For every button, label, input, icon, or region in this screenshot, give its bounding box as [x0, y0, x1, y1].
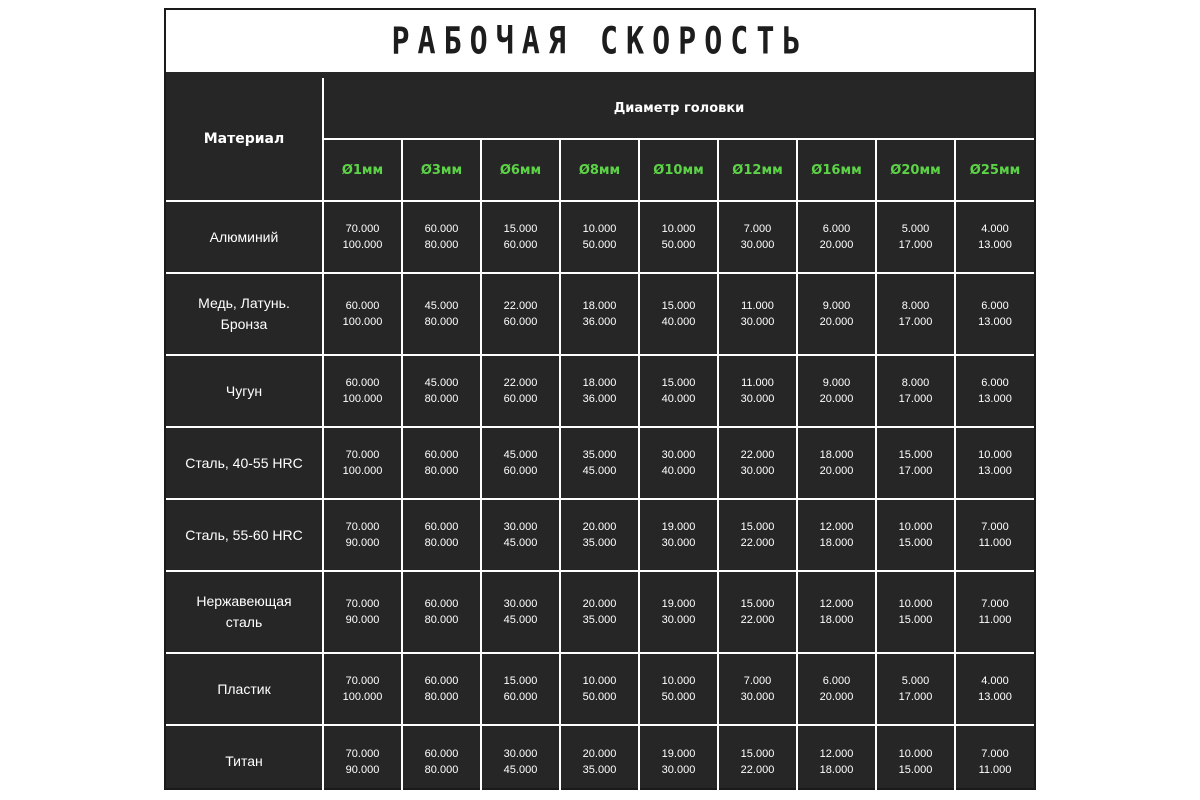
speed-cell: [718, 427, 797, 499]
table-body: [166, 201, 1034, 797]
diameter-header: Ø16мм: [797, 139, 876, 201]
speed-min: 10.000: [898, 598, 933, 610]
speed-min: 7.000: [981, 598, 1009, 610]
speed-max: 35.000: [582, 537, 617, 549]
speed-max: 20.000: [819, 691, 854, 703]
speed-cell: [323, 427, 402, 499]
material-cell: [166, 273, 323, 355]
speed-cell: [876, 499, 955, 571]
speed-cell: [955, 571, 1034, 653]
speed-min: 10.000: [898, 521, 933, 533]
speed-cell: [718, 355, 797, 427]
speed-cell: [955, 725, 1034, 797]
speed-cell: [876, 201, 955, 273]
speed-min: 7.000: [743, 675, 772, 687]
diameter-header: Ø25мм: [955, 139, 1034, 201]
speed-max: 50.000: [582, 239, 617, 251]
speed-max: 36.000: [582, 316, 617, 328]
speed-max: 35.000: [582, 614, 617, 626]
speed-min: 6.000: [822, 675, 851, 687]
speed-min: 15.000: [740, 598, 775, 610]
speed-min: 6.000: [981, 300, 1009, 312]
speed-max: 22.000: [740, 614, 775, 626]
speed-cell: [797, 653, 876, 725]
speed-min: 10.000: [978, 449, 1012, 461]
diameter-header: Ø20мм: [876, 139, 955, 201]
diameter-header: Ø1мм: [323, 139, 402, 201]
speed-max: 22.000: [740, 763, 775, 776]
speed-max: 11.000: [978, 614, 1012, 626]
speed-max: 45.000: [582, 465, 617, 477]
speed-max: 60.000: [503, 465, 538, 477]
speed-max: 30.000: [740, 239, 775, 251]
speed-cell: [402, 653, 481, 725]
speed-max: 30.000: [661, 537, 696, 549]
speed-max: 20.000: [819, 316, 854, 328]
speed-min: 45.000: [424, 300, 459, 312]
speed-cell: [639, 725, 718, 797]
material-label: Пластик: [217, 680, 271, 697]
speed-cell: [718, 499, 797, 571]
speed-max: 13.000: [978, 393, 1012, 405]
speed-cell: [560, 725, 639, 797]
speed-max: 100.000: [342, 393, 383, 405]
speed-cell: [481, 571, 560, 653]
speed-cell: [797, 571, 876, 653]
speed-cell: [323, 725, 402, 797]
speed-cell: [402, 273, 481, 355]
speed-max: 30.000: [740, 691, 775, 703]
speed-max: 35.000: [582, 763, 617, 776]
speed-min: 20.000: [582, 598, 617, 610]
speed-cell: [639, 201, 718, 273]
speed-cell: [560, 355, 639, 427]
speed-cell: [402, 571, 481, 653]
material-cell: [166, 355, 323, 427]
table-row: [166, 355, 1034, 427]
speed-max: 100.000: [342, 465, 383, 477]
speed-min: 4.000: [981, 675, 1009, 687]
speed-cell: [639, 273, 718, 355]
speed-max: 30.000: [740, 393, 775, 405]
speed-cell: [797, 201, 876, 273]
speed-min: 6.000: [822, 223, 851, 235]
speed-min: 11.000: [741, 300, 774, 312]
speed-max: 40.000: [661, 393, 696, 405]
speed-min: 15.000: [740, 521, 775, 533]
speed-cell: [876, 427, 955, 499]
material-label: Сталь, 55-60 HRC: [185, 526, 303, 543]
speed-max: 50.000: [661, 691, 696, 703]
speed-max: 17.000: [898, 316, 933, 328]
speed-min: 15.000: [661, 300, 696, 312]
speed-max: 15.000: [898, 614, 933, 626]
diameter-group-header: Диаметр головки: [323, 78, 1034, 139]
speed-min: 5.000: [901, 675, 930, 687]
speed-min: 9.000: [822, 377, 851, 389]
speed-min: 30.000: [661, 449, 696, 461]
speed-min: 22.000: [503, 300, 538, 312]
speed-chart-panel: [164, 8, 1036, 790]
material-label: Нержавеющая: [196, 593, 292, 609]
speed-min: 70.000: [345, 521, 380, 533]
speed-cell: [560, 273, 639, 355]
speed-cell: [876, 355, 955, 427]
diameter-header: Ø3мм: [402, 139, 481, 201]
speed-max: 36.000: [582, 393, 617, 405]
speed-min: 70.000: [345, 223, 380, 235]
speed-cell: [876, 273, 955, 355]
speed-cell: [481, 499, 560, 571]
speed-min: 70.000: [345, 598, 380, 610]
material-label: Чугун: [225, 382, 263, 399]
speed-min: 15.000: [503, 223, 538, 235]
speed-cell: [481, 355, 560, 427]
speed-cell: [560, 499, 639, 571]
speed-min: 60.000: [345, 377, 380, 389]
speed-min: 10.000: [661, 223, 696, 235]
speed-min: 7.000: [981, 747, 1009, 760]
speed-max: 18.000: [819, 537, 854, 549]
speed-min: 70.000: [345, 675, 380, 687]
speed-min: 10.000: [582, 223, 617, 235]
speed-min: 15.000: [740, 747, 775, 760]
speed-max: 40.000: [661, 465, 696, 477]
speed-min: 12.000: [819, 747, 854, 760]
speed-cell: [323, 201, 402, 273]
speed-max: 30.000: [740, 465, 775, 477]
speed-min: 10.000: [898, 747, 933, 760]
speed-max: 80.000: [424, 537, 459, 549]
speed-max: 22.000: [740, 537, 775, 549]
material-label: Титан: [225, 753, 263, 769]
speed-max: 11.000: [978, 763, 1012, 776]
material-cell: [166, 427, 323, 499]
speed-max: 100.000: [342, 316, 383, 328]
table-row: [166, 201, 1034, 273]
speed-cell: [481, 427, 560, 499]
speed-max: 17.000: [898, 691, 933, 703]
speed-cell: [955, 273, 1034, 355]
speed-max: 30.000: [661, 763, 696, 776]
speed-min: 12.000: [819, 598, 854, 610]
speed-cell: [639, 571, 718, 653]
speed-max: 18.000: [819, 763, 854, 776]
speed-cell: [560, 201, 639, 273]
material-label: Сталь, 40-55 HRC: [185, 454, 303, 471]
speed-cell: [323, 499, 402, 571]
speed-min: 30.000: [503, 598, 538, 610]
speed-min: 20.000: [582, 521, 617, 533]
speed-cell: [323, 273, 402, 355]
material-cell: [166, 201, 323, 273]
material-label: Медь, Латунь.: [198, 295, 290, 311]
speed-min: 60.000: [345, 300, 380, 312]
speed-max: 30.000: [661, 614, 696, 626]
speed-cell: [955, 427, 1034, 499]
table-row: [166, 427, 1034, 499]
speed-max: 80.000: [424, 691, 459, 703]
speed-max: 20.000: [819, 393, 854, 405]
material-cell: [166, 725, 323, 797]
speed-min: 60.000: [424, 675, 459, 687]
speed-cell: [797, 355, 876, 427]
speed-min: 45.000: [424, 377, 459, 389]
speed-min: 60.000: [424, 598, 459, 610]
speed-max: 15.000: [898, 763, 933, 776]
speed-cell: [797, 725, 876, 797]
speed-cell: [402, 201, 481, 273]
speed-cell: [323, 571, 402, 653]
speed-max: 100.000: [342, 691, 383, 703]
speed-min: 6.000: [981, 377, 1009, 389]
page-title: РАБОЧАЯ СКОРОСТЬ: [391, 19, 809, 63]
speed-cell: [797, 427, 876, 499]
speed-cell: [402, 427, 481, 499]
speed-max: 80.000: [424, 239, 459, 251]
speed-min: 60.000: [424, 449, 459, 461]
speed-max: 20.000: [819, 465, 854, 477]
table-row: [166, 273, 1034, 355]
material-cell: [166, 571, 323, 653]
title-bar: [166, 10, 1034, 72]
speed-cell: [639, 653, 718, 725]
speed-max: 80.000: [424, 393, 459, 405]
diameter-header: Ø6мм: [481, 139, 560, 201]
speed-cell: [402, 499, 481, 571]
speed-min: 70.000: [345, 747, 380, 760]
speed-min: 19.000: [661, 747, 696, 760]
speed-max: 80.000: [424, 316, 459, 328]
speed-max: 18.000: [819, 614, 854, 626]
speed-cell: [560, 427, 639, 499]
speed-cell: [402, 355, 481, 427]
speed-table: [166, 78, 1034, 797]
speed-max: 60.000: [503, 393, 538, 405]
speed-cell: [718, 725, 797, 797]
material-label: Алюминий: [209, 228, 279, 245]
speed-min: 60.000: [424, 747, 459, 760]
speed-min: 22.000: [503, 377, 538, 389]
speed-min: 45.000: [503, 449, 538, 461]
speed-cell: [718, 273, 797, 355]
speed-max: 45.000: [503, 537, 538, 549]
speed-cell: [639, 355, 718, 427]
speed-min: 15.000: [898, 449, 933, 461]
material-label: сталь: [225, 614, 263, 630]
speed-max: 80.000: [424, 465, 459, 477]
speed-cell: [481, 201, 560, 273]
speed-max: 60.000: [503, 316, 538, 328]
speed-max: 11.000: [978, 537, 1012, 549]
speed-max: 80.000: [424, 763, 459, 776]
speed-min: 15.000: [503, 675, 538, 687]
speed-cell: [402, 725, 481, 797]
material-header: Материал: [166, 78, 323, 201]
speed-min: 5.000: [901, 223, 930, 235]
speed-min: 8.000: [901, 300, 930, 312]
material-cell: [166, 499, 323, 571]
table-row: [166, 499, 1034, 571]
speed-min: 60.000: [424, 521, 459, 533]
speed-min: 20.000: [582, 747, 617, 760]
speed-max: 90.000: [345, 763, 380, 776]
speed-cell: [639, 499, 718, 571]
table-row: [166, 725, 1034, 797]
speed-max: 13.000: [978, 316, 1012, 328]
speed-max: 17.000: [898, 465, 933, 477]
speed-min: 18.000: [819, 449, 854, 461]
speed-cell: [876, 653, 955, 725]
speed-cell: [797, 273, 876, 355]
table-header-row: [166, 78, 1034, 139]
speed-max: 90.000: [345, 537, 380, 549]
speed-max: 17.000: [898, 239, 933, 251]
speed-max: 13.000: [978, 465, 1012, 477]
speed-max: 13.000: [978, 691, 1012, 703]
speed-min: 9.000: [822, 300, 851, 312]
speed-max: 13.000: [978, 239, 1012, 251]
diameter-header: Ø10мм: [639, 139, 718, 201]
speed-min: 60.000: [424, 223, 459, 235]
speed-cell: [876, 725, 955, 797]
speed-max: 80.000: [424, 614, 459, 626]
speed-cell: [639, 427, 718, 499]
speed-cell: [560, 653, 639, 725]
speed-cell: [481, 653, 560, 725]
diameter-header: Ø8мм: [560, 139, 639, 201]
speed-min: 19.000: [661, 598, 696, 610]
speed-min: 70.000: [345, 449, 380, 461]
speed-max: 60.000: [503, 691, 538, 703]
table-row: [166, 571, 1034, 653]
speed-cell: [955, 653, 1034, 725]
speed-min: 35.000: [582, 449, 617, 461]
speed-max: 40.000: [661, 316, 696, 328]
speed-max: 100.000: [342, 239, 383, 251]
speed-max: 30.000: [740, 316, 775, 328]
material-label: Бронза: [220, 316, 268, 332]
speed-cell: [876, 571, 955, 653]
speed-min: 11.000: [741, 377, 774, 389]
speed-cell: [718, 653, 797, 725]
speed-max: 15.000: [898, 537, 933, 549]
speed-min: 7.000: [743, 223, 772, 235]
speed-max: 60.000: [503, 239, 538, 251]
table-row: [166, 653, 1034, 725]
speed-min: 4.000: [981, 223, 1009, 235]
speed-max: 45.000: [503, 614, 538, 626]
speed-min: 30.000: [503, 521, 538, 533]
speed-min: 7.000: [981, 521, 1009, 533]
speed-cell: [481, 273, 560, 355]
speed-cell: [718, 571, 797, 653]
speed-cell: [718, 201, 797, 273]
speed-min: 22.000: [740, 449, 775, 461]
material-cell: [166, 653, 323, 725]
speed-cell: [955, 201, 1034, 273]
speed-max: 50.000: [661, 239, 696, 251]
speed-min: 8.000: [901, 377, 930, 389]
speed-min: 10.000: [661, 675, 696, 687]
speed-max: 90.000: [345, 614, 380, 626]
speed-min: 30.000: [503, 747, 538, 760]
speed-cell: [797, 499, 876, 571]
speed-cell: [323, 653, 402, 725]
speed-min: 18.000: [582, 377, 617, 389]
speed-max: 17.000: [898, 393, 933, 405]
speed-max: 20.000: [819, 239, 854, 251]
speed-min: 10.000: [582, 675, 617, 687]
speed-max: 50.000: [582, 691, 617, 703]
speed-cell: [955, 355, 1034, 427]
speed-min: 15.000: [661, 377, 696, 389]
speed-min: 12.000: [819, 521, 854, 533]
speed-min: 19.000: [661, 521, 696, 533]
speed-cell: [323, 355, 402, 427]
speed-cell: [560, 571, 639, 653]
speed-min: 18.000: [582, 300, 617, 312]
speed-cell: [955, 499, 1034, 571]
diameter-header: Ø12мм: [718, 139, 797, 201]
speed-max: 45.000: [503, 763, 538, 776]
speed-cell: [481, 725, 560, 797]
